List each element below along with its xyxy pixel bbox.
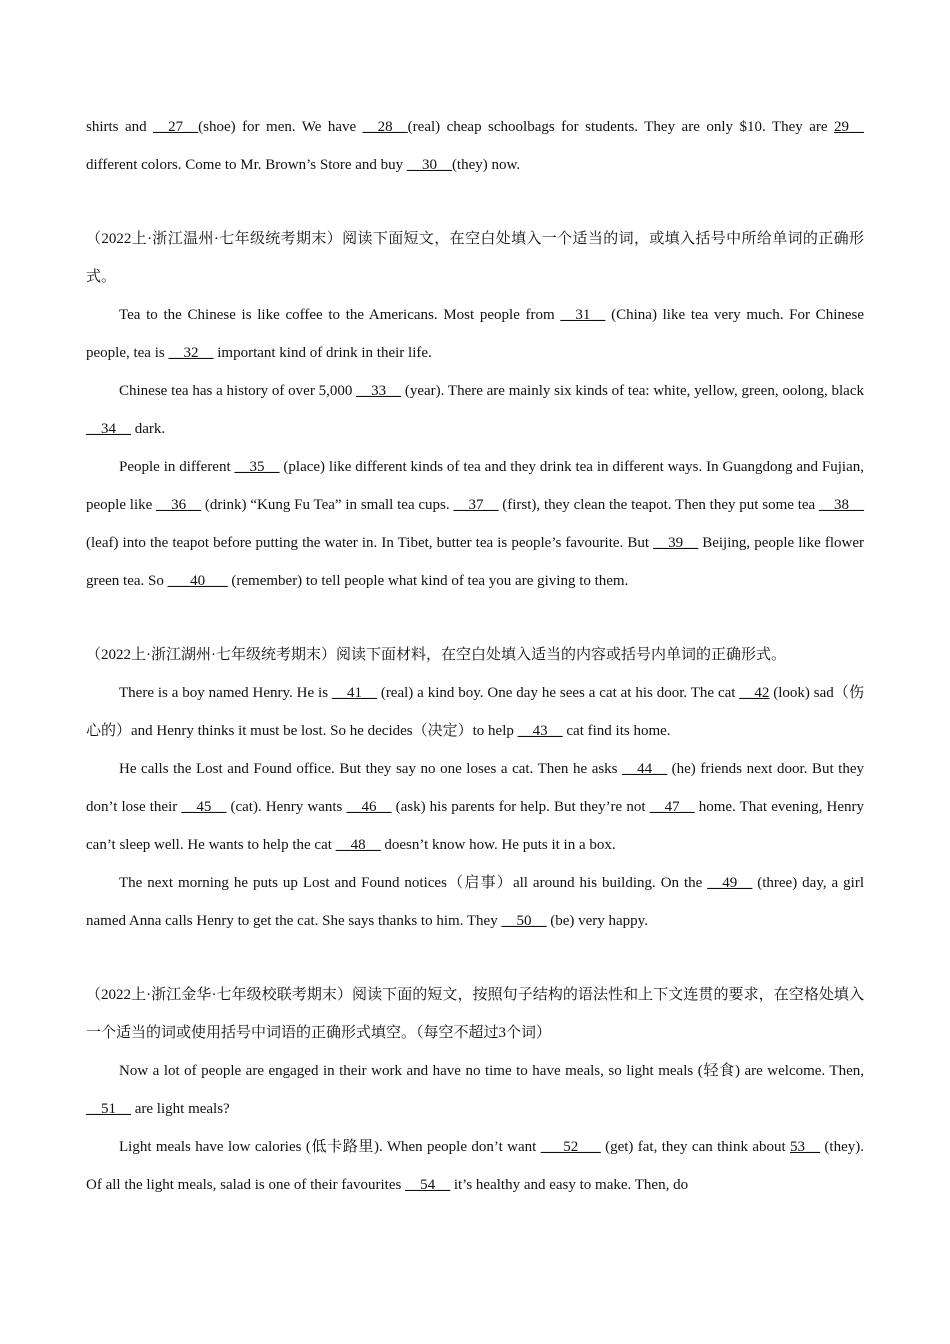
- text-run: (look) sad（伤心的）and Henry thinks it must be lost. So he decides（决定）to help: [86, 685, 865, 739]
- answer-blank: __41__: [331, 685, 377, 701]
- answer-blank: __39__: [653, 535, 699, 551]
- passage-paragraph: [86, 448, 868, 600]
- text-run: (be) very happy.: [546, 913, 648, 929]
- text-run: People in different: [119, 459, 235, 475]
- text-run: Light meals have low calories (低卡路里). When people don’t want: [119, 1139, 541, 1155]
- answer-blank: __42: [739, 685, 770, 701]
- passage-paragraph: [86, 864, 868, 940]
- text-run: (drink) “Kung Fu Tea” in small tea cups.: [201, 497, 454, 513]
- answer-blank: __38__: [819, 497, 864, 513]
- exercise-section: [86, 220, 868, 600]
- answer-blank: __30__: [406, 157, 452, 173]
- text-run: (shoe) for men. We have: [198, 119, 363, 135]
- answer-blank: __32__: [168, 345, 214, 361]
- text-run: are light meals?: [131, 1101, 230, 1117]
- text-run: (first), they clean the teapot. Then they put some tea: [498, 497, 819, 513]
- answer-blank: __49__: [707, 875, 753, 891]
- text-run: (they). Of all the light meals, salad is one of their favourites: [86, 1139, 868, 1193]
- answer-blank: ___52___: [540, 1139, 601, 1155]
- answer-blank: ___40___: [167, 573, 228, 589]
- text-run: shirts and: [86, 119, 154, 135]
- text-run: (get) fat, they can think about: [600, 1139, 791, 1155]
- answer-blank: __33__: [356, 383, 402, 399]
- text-run: The next morning he puts up Lost and Found notices（启事）all around his building. On the: [119, 875, 708, 891]
- text-run: Chinese tea has a history of over 5,000: [119, 383, 357, 399]
- text-run: （2022上·浙江湖州·七年级统考期末）阅读下面材料，在空白处填入适当的内容或括号内单词的正确形式。: [86, 647, 786, 663]
- document-page: [86, 108, 868, 1204]
- answer-blank: __43__: [517, 723, 563, 739]
- exercise-section: [86, 108, 868, 184]
- text-run: (real) a kind boy. One day he sees a cat at his door. The cat: [376, 685, 740, 701]
- passage-paragraph: [86, 296, 868, 372]
- answer-blank: 53__: [790, 1139, 821, 1155]
- text-run: (place) like different kinds of tea and they drink tea in different ways. In Guangdong and Fujian, people like: [86, 459, 868, 513]
- answer-blank: __27__: [153, 119, 199, 135]
- text-run: dark.: [131, 421, 166, 437]
- passage-paragraph: [86, 372, 868, 448]
- text-run: cat find its home.: [562, 723, 671, 739]
- text-run: Tea to the Chinese is like coffee to the Americans. Most people from: [119, 307, 561, 323]
- text-run: doesn’t know how. He puts it in a box.: [380, 837, 616, 853]
- text-run: it’s healthy and easy to make. Then, do: [450, 1177, 689, 1193]
- exercise-section: [86, 976, 868, 1204]
- answer-blank: __45__: [181, 799, 227, 815]
- exercise-section: [86, 636, 868, 940]
- answer-blank: __50__: [501, 913, 547, 929]
- answer-blank: __37__: [453, 497, 499, 513]
- text-run: (three) day, a girl named Anna calls Henry to get the cat. She says thanks to him. They: [86, 875, 868, 929]
- passage-paragraph: [86, 674, 864, 750]
- text-run: （2022上·浙江金华·七年级校联考期末）阅读下面的短文，按照句子结构的语法性和上下文连贯的要求，在空格处填入一个适当的词或使用括号中词语的正确形式填空。（每空不超过3个词）: [86, 987, 864, 1041]
- answer-blank: __54__: [405, 1177, 451, 1193]
- text-run: (he) friends next door. But they don’t lose their: [86, 761, 868, 815]
- text-run: Now a lot of people are engaged in their work and have no time to have meals, so light meals (轻食) are welcome. Then,: [119, 1063, 868, 1079]
- answer-blank: __51__: [86, 1101, 131, 1117]
- answer-blank: __48__: [335, 837, 381, 853]
- text-run: (leaf) into the teapot before putting the water in. In Tibet, butter tea is people’s favourite. But: [86, 497, 868, 551]
- section-instruction: [86, 220, 864, 296]
- text-run: (they) now.: [451, 157, 521, 173]
- passage-paragraph: [86, 108, 868, 184]
- text-run: He calls the Lost and Found office. But they say no one loses a cat. Then he asks: [119, 761, 623, 777]
- passage-paragraph: [86, 750, 868, 864]
- text-run: different colors. Come to Mr. Brown’s Store and buy: [86, 119, 868, 173]
- text-run: Beijing, people like flower green tea. So: [86, 535, 868, 589]
- text-run: important kind of drink in their life.: [213, 345, 432, 361]
- passage-paragraph: [86, 1128, 868, 1204]
- answer-blank: __46__: [346, 799, 392, 815]
- answer-blank: __28__: [362, 119, 408, 135]
- text-run: (China) like tea very much. For Chinese people, tea is: [86, 307, 868, 361]
- answer-blank: __47__: [649, 799, 695, 815]
- answer-blank: __44__: [622, 761, 668, 777]
- passage-paragraph: [86, 1052, 868, 1128]
- answer-blank: 29__: [833, 119, 864, 135]
- text-run: (year). There are mainly six kinds of tea: white, yellow, green, oolong, black: [401, 383, 868, 399]
- answer-blank: __36__: [156, 497, 202, 513]
- text-run: There is a boy named Henry. He is: [119, 685, 332, 701]
- section-instruction: [86, 976, 864, 1052]
- answer-blank: __31__: [560, 307, 606, 323]
- section-gap: [86, 940, 864, 976]
- section-instruction: [86, 636, 864, 674]
- text-run: (cat). Henry wants: [226, 799, 347, 815]
- text-run: (ask) his parents for help. But they’re not: [391, 799, 650, 815]
- section-gap: [86, 600, 864, 636]
- answer-blank: __34__: [86, 421, 131, 437]
- text-run: （2022上·浙江温州·七年级统考期末）阅读下面短文，在空白处填入一个适当的词，或填入括号中所给单词的正确形式。: [86, 231, 864, 285]
- text-run: (real) cheap schoolbags for students. They are only $10. They are: [407, 119, 834, 135]
- text-run: home. That evening, Henry can’t sleep well. He wants to help the cat: [86, 799, 868, 853]
- answer-blank: __35__: [234, 459, 280, 475]
- text-run: (remember) to tell people what kind of tea you are giving to them.: [227, 573, 629, 589]
- section-gap: [86, 184, 864, 220]
